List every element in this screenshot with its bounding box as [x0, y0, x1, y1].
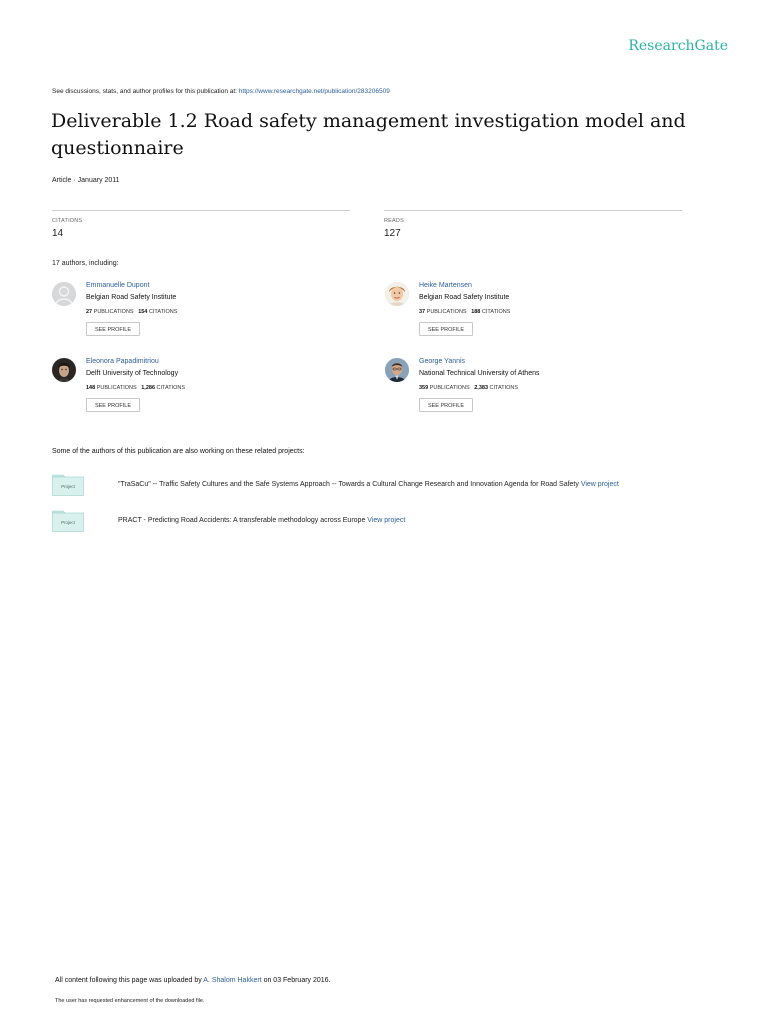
project-folder-label: Project	[61, 520, 75, 526]
citations-value: 14	[52, 228, 64, 239]
author-institution: Belgian Road Safety Institute	[419, 294, 510, 301]
authors-heading: 17 authors, including:	[52, 260, 119, 267]
discussion-line	[52, 88, 390, 95]
author-citations-label: CITATIONS	[156, 385, 186, 391]
author-citations-label: CITATIONS	[489, 385, 519, 391]
upload-prefix: All content following this page was uploaded by	[55, 977, 204, 984]
upload-suffix: on 03 February 2016.	[261, 977, 331, 984]
author-citations-count: 188	[471, 309, 481, 315]
see-profile-button[interactable]: SEE PROFILE	[86, 398, 140, 412]
project-description	[118, 481, 619, 488]
see-profile-button[interactable]: SEE PROFILE	[419, 322, 473, 336]
author-publications-label: PUBLICATIONS	[429, 385, 470, 391]
reads-label: READS	[384, 218, 404, 224]
author-photo-icon[interactable]	[385, 282, 409, 306]
project-folder-icon[interactable]	[52, 510, 84, 532]
publication-link[interactable]: https://www.researchgate.net/publication/283206509	[238, 88, 390, 95]
author-publications-label: PUBLICATIONS	[96, 385, 137, 391]
see-profile-button[interactable]: SEE PROFILE	[86, 322, 140, 336]
author-photo-icon[interactable]	[385, 358, 409, 382]
author-photo-icon[interactable]	[52, 358, 76, 382]
author-card	[385, 282, 665, 342]
author-card	[385, 358, 665, 418]
author-stats	[419, 309, 510, 315]
citations-label: CITATIONS	[52, 218, 83, 224]
author-institution: National Technical University of Athens	[419, 370, 540, 377]
author-citations-label: CITATIONS	[148, 309, 178, 315]
author-stats	[419, 385, 518, 391]
researchgate-logo[interactable]: ResearchGate	[628, 38, 728, 54]
author-name[interactable]: Eleonora Papadimitriou	[86, 358, 159, 365]
author-publications-count: 37	[419, 309, 426, 315]
author-citations-count: 1,286	[141, 385, 156, 391]
project-item	[52, 474, 732, 500]
project-description	[118, 517, 405, 524]
uploader-link[interactable]: A. Shalom Hakkert	[203, 977, 262, 984]
project-folder-label: Project	[61, 484, 75, 490]
author-citations-count: 154	[138, 309, 148, 315]
author-stats	[86, 309, 177, 315]
author-name[interactable]: Heike Martensen	[419, 282, 472, 289]
author-publications-label: PUBLICATIONS	[93, 309, 134, 315]
view-project-link[interactable]: View project	[580, 481, 619, 488]
author-publications-count: 359	[419, 385, 429, 391]
author-name[interactable]: George Yannis	[419, 358, 466, 365]
author-card	[52, 358, 332, 418]
author-publications-count: 148	[86, 385, 96, 391]
enhancement-note: The user has requested enhancement of the downloaded file.	[55, 998, 205, 1004]
publication-meta: Article · January 2011	[52, 177, 120, 184]
project-title: PRACT - Predicting Road Accidents: A transferable methodology across Europe	[118, 517, 368, 524]
project-folder-icon[interactable]	[52, 474, 84, 496]
citations-stat	[52, 210, 350, 239]
author-name[interactable]: Emmanuelle Dupont	[86, 282, 150, 289]
publication-title: Deliverable 1.2 Road safety management investigation model and questionnaire	[51, 110, 686, 159]
upload-note	[55, 977, 331, 984]
avatar-placeholder-icon[interactable]	[52, 282, 76, 306]
project-item	[52, 510, 732, 536]
author-stats	[86, 385, 185, 391]
projects-heading: Some of the authors of this publication are also working on these related projects:	[52, 448, 305, 455]
view-project-link[interactable]: View project	[367, 517, 406, 524]
author-publications-count: 27	[86, 309, 93, 315]
author-citations-count: 2,383	[474, 385, 489, 391]
author-institution: Delft University of Technology	[86, 370, 179, 377]
reads-stat	[384, 210, 682, 239]
author-publications-label: PUBLICATIONS	[426, 309, 467, 315]
project-title: "TraSaCu" -- Traffic Safety Cultures and the Safe Systems Approach -- Towards a Cultural Change Research and Innovation Agenda for Road Safety	[118, 481, 581, 488]
discussion-prefix: See discussions, stats, and author profiles for this publication at:	[52, 88, 239, 95]
see-profile-button[interactable]: SEE PROFILE	[419, 398, 473, 412]
author-card	[52, 282, 332, 342]
author-citations-label: CITATIONS	[481, 309, 511, 315]
author-institution: Belgian Road Safety Institute	[86, 294, 177, 301]
reads-value: 127	[384, 228, 401, 239]
